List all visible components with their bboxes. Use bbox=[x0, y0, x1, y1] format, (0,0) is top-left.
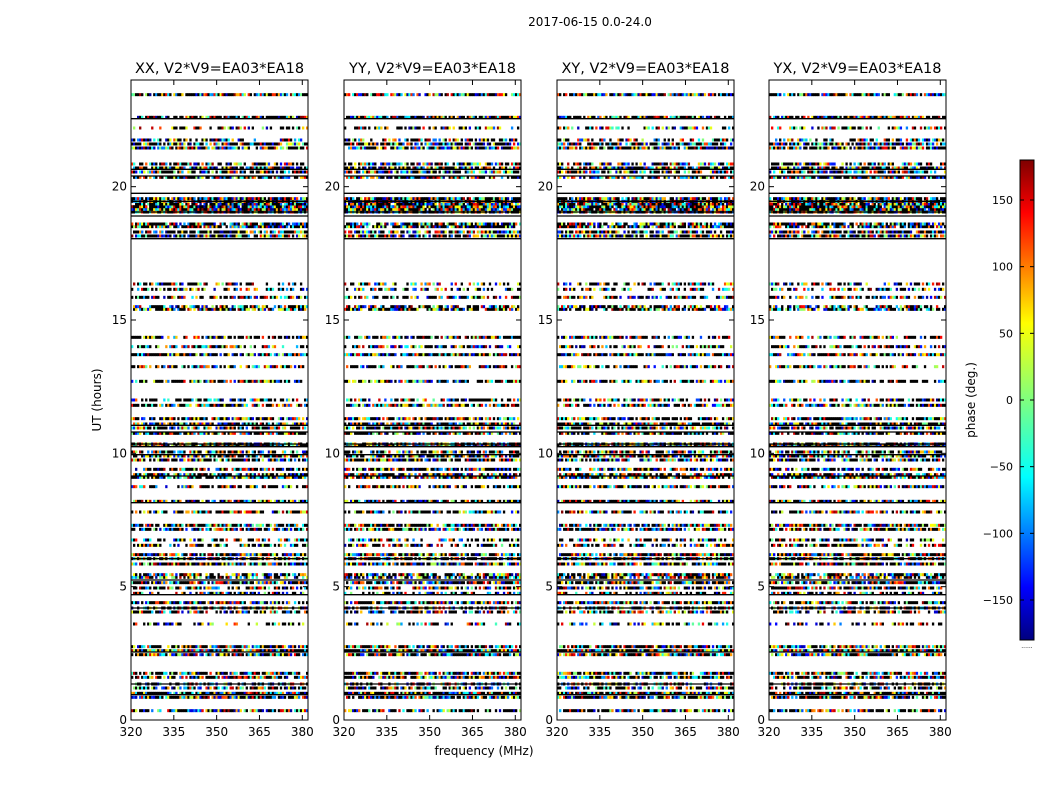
phase-band bbox=[557, 404, 734, 407]
panel-title: XX, V2*V9=EA03*EA18 bbox=[135, 61, 304, 77]
y-tick-label: 5 bbox=[119, 580, 127, 594]
y-tick-label: 10 bbox=[325, 446, 340, 460]
phase-band bbox=[346, 587, 521, 590]
phase-band bbox=[133, 231, 308, 234]
phase-band bbox=[771, 587, 942, 590]
phase-band bbox=[131, 581, 308, 584]
x-tick-label: 380 bbox=[717, 725, 740, 739]
phase-band bbox=[769, 205, 946, 208]
x-tick-label: 320 bbox=[120, 725, 143, 739]
x-tick-label: 365 bbox=[674, 725, 697, 739]
phase-band bbox=[769, 143, 946, 146]
phase-band bbox=[346, 581, 521, 584]
phase-band bbox=[344, 93, 521, 96]
phase-band bbox=[557, 676, 732, 679]
colorbar-tick-label: 100 bbox=[992, 261, 1013, 274]
colorbar-tick-label: 0 bbox=[1006, 394, 1013, 407]
phase-band bbox=[135, 468, 308, 471]
phase-band bbox=[346, 305, 519, 308]
y-tick-label: 15 bbox=[325, 313, 340, 327]
phase-band bbox=[131, 427, 306, 430]
phase-band bbox=[131, 205, 308, 208]
phase-band bbox=[557, 427, 734, 430]
phase-band bbox=[131, 653, 308, 656]
phase-band bbox=[769, 528, 946, 531]
y-tick-label: 10 bbox=[112, 446, 127, 460]
phase-band bbox=[559, 539, 734, 542]
phase-band bbox=[344, 676, 521, 679]
phase-band bbox=[348, 147, 519, 150]
phase-band bbox=[769, 223, 944, 226]
y-tick-label: 20 bbox=[750, 180, 765, 194]
phase-band bbox=[769, 231, 946, 234]
x-tick-label: 365 bbox=[248, 725, 271, 739]
phase-band bbox=[131, 563, 308, 566]
phase-band bbox=[344, 308, 519, 311]
phase-band bbox=[771, 511, 946, 514]
phase-band bbox=[769, 225, 946, 228]
y-tick-label: 20 bbox=[112, 180, 127, 194]
phase-band bbox=[557, 696, 734, 699]
phase-band bbox=[769, 459, 944, 462]
phase-band bbox=[769, 645, 946, 648]
phase-band bbox=[346, 696, 521, 699]
phase-band bbox=[131, 296, 308, 299]
phase-band bbox=[131, 171, 308, 174]
phase-band bbox=[131, 709, 308, 712]
x-tick-label: 365 bbox=[886, 725, 909, 739]
colorbar-tick-label: 150 bbox=[992, 194, 1013, 207]
phase-band bbox=[557, 353, 734, 356]
phase-band bbox=[133, 305, 308, 308]
y-tick-label: 0 bbox=[757, 713, 765, 727]
phase-band bbox=[557, 511, 732, 514]
phase-band bbox=[131, 676, 308, 679]
phase-band bbox=[557, 611, 734, 614]
phase-band bbox=[131, 524, 308, 527]
phase-band bbox=[557, 223, 734, 226]
x-tick-label: 320 bbox=[546, 725, 569, 739]
phase-band bbox=[131, 696, 308, 699]
y-tick-label: 5 bbox=[545, 580, 553, 594]
phase-band bbox=[557, 485, 734, 488]
phase-band bbox=[344, 672, 521, 675]
y-tick-label: 5 bbox=[332, 580, 340, 594]
phase-band bbox=[131, 197, 308, 200]
phase-band bbox=[131, 223, 308, 226]
y-tick-label: 20 bbox=[538, 180, 553, 194]
phase-band bbox=[557, 296, 734, 299]
phase-band bbox=[771, 288, 944, 291]
phase-band bbox=[557, 563, 734, 566]
phase-band bbox=[344, 524, 521, 527]
x-tick-label: 380 bbox=[929, 725, 952, 739]
phase-band bbox=[133, 308, 306, 311]
phase-band bbox=[344, 171, 519, 174]
phase-band bbox=[557, 544, 734, 547]
x-tick-label: 380 bbox=[504, 725, 527, 739]
phase-band bbox=[769, 147, 946, 150]
phase-band bbox=[557, 147, 734, 150]
phase-band bbox=[771, 345, 946, 348]
phase-band bbox=[131, 336, 308, 339]
phase-band bbox=[344, 427, 521, 430]
phase-band bbox=[771, 163, 946, 166]
x-tick-label: 335 bbox=[375, 725, 398, 739]
phase-band bbox=[557, 672, 734, 675]
phase-band bbox=[131, 225, 308, 228]
y-tick-label: 0 bbox=[545, 713, 553, 727]
phase-band bbox=[559, 645, 732, 648]
panel-4 bbox=[750, 61, 952, 739]
x-tick-label: 320 bbox=[333, 725, 356, 739]
phase-band bbox=[769, 353, 946, 356]
y-tick-label: 20 bbox=[325, 180, 340, 194]
phase-band bbox=[131, 235, 308, 238]
phase-band bbox=[557, 203, 734, 206]
phase-band bbox=[557, 225, 734, 228]
phase-band bbox=[344, 143, 521, 146]
x-tick-label: 350 bbox=[843, 725, 866, 739]
y-tick-label: 10 bbox=[538, 446, 553, 460]
y-axis-label: UT (hours) bbox=[90, 368, 104, 431]
panel-2 bbox=[325, 61, 527, 739]
phase-band bbox=[131, 147, 308, 150]
phase-band bbox=[771, 127, 946, 130]
phase-band bbox=[769, 208, 946, 211]
phase-band bbox=[131, 143, 308, 146]
phase-band bbox=[769, 427, 946, 430]
phase-band bbox=[346, 623, 521, 626]
panels bbox=[112, 61, 952, 739]
phase-band bbox=[344, 468, 521, 471]
phase-band bbox=[769, 524, 946, 527]
phase-band bbox=[771, 544, 946, 547]
y-tick-label: 0 bbox=[332, 713, 340, 727]
colorbar-label: phase (deg.) bbox=[964, 362, 978, 438]
phase-band bbox=[344, 203, 519, 206]
phase-band bbox=[559, 553, 734, 556]
x-tick-label: 380 bbox=[291, 725, 314, 739]
phase-band bbox=[346, 653, 521, 656]
panel-1 bbox=[112, 61, 314, 739]
phase-band bbox=[131, 208, 308, 211]
phase-band bbox=[344, 563, 521, 566]
phase-band bbox=[344, 417, 519, 420]
figure-suptitle: 2017-06-15 0.0-24.0 bbox=[528, 15, 652, 29]
phase-band bbox=[344, 197, 521, 200]
phase-band bbox=[557, 208, 734, 211]
phase-band bbox=[344, 573, 521, 576]
phase-band bbox=[769, 563, 946, 566]
colorbar-tick-label: −150 bbox=[983, 594, 1013, 607]
y-tick-label: 10 bbox=[750, 446, 765, 460]
colorbar-tick-label: 50 bbox=[999, 327, 1013, 340]
colorbar-tick-label: −50 bbox=[990, 461, 1013, 474]
phase-band bbox=[775, 139, 944, 142]
phase-band bbox=[133, 127, 308, 130]
phase-band bbox=[769, 203, 946, 206]
y-tick-label: 15 bbox=[750, 313, 765, 327]
phase-band bbox=[769, 305, 946, 308]
x-tick-label: 335 bbox=[588, 725, 611, 739]
phase-band bbox=[344, 553, 521, 556]
phase-band bbox=[773, 676, 946, 679]
phase-band bbox=[769, 451, 942, 454]
phase-band bbox=[769, 581, 946, 584]
x-tick-label: 365 bbox=[461, 725, 484, 739]
x-tick-label: 350 bbox=[205, 725, 228, 739]
phase-band bbox=[557, 205, 734, 208]
phase-band bbox=[771, 653, 946, 656]
phase-band bbox=[344, 459, 521, 462]
colorbar-tail: ...... bbox=[1021, 643, 1033, 650]
phase-band bbox=[771, 576, 944, 579]
panel-3 bbox=[538, 61, 740, 739]
phase-band bbox=[557, 687, 734, 690]
phase-band bbox=[769, 171, 946, 174]
phase-band bbox=[557, 581, 734, 584]
phase-band bbox=[769, 468, 946, 471]
phase-band bbox=[557, 235, 734, 238]
phase-band bbox=[344, 235, 521, 238]
phase-band bbox=[131, 645, 308, 648]
phase-band bbox=[344, 528, 521, 531]
panel-title: XY, V2*V9=EA03*EA18 bbox=[561, 61, 729, 77]
phase-band bbox=[344, 451, 519, 454]
x-tick-label: 335 bbox=[800, 725, 823, 739]
phase-band bbox=[344, 205, 521, 208]
phase-band bbox=[557, 417, 734, 420]
x-tick-label: 335 bbox=[162, 725, 185, 739]
y-tick-label: 5 bbox=[757, 580, 765, 594]
x-tick-label: 350 bbox=[418, 725, 441, 739]
phase-band bbox=[559, 709, 734, 712]
phase-band bbox=[557, 305, 734, 308]
phase-band bbox=[557, 576, 730, 579]
phase-band bbox=[131, 672, 308, 675]
phase-band bbox=[557, 231, 734, 234]
phase-band bbox=[133, 573, 306, 576]
phase-band bbox=[769, 197, 946, 200]
x-tick-label: 350 bbox=[631, 725, 654, 739]
phase-band bbox=[131, 539, 308, 542]
phase-band bbox=[344, 208, 521, 211]
y-tick-label: 15 bbox=[112, 313, 127, 327]
y-tick-label: 15 bbox=[538, 313, 553, 327]
colorbar-tick-label: −100 bbox=[983, 527, 1013, 540]
y-tick-label: 0 bbox=[119, 713, 127, 727]
phase-band bbox=[769, 553, 946, 556]
colorbar bbox=[964, 160, 1034, 650]
phase-band bbox=[344, 353, 521, 356]
phase-band bbox=[769, 235, 946, 238]
phase-band bbox=[557, 601, 734, 604]
phase-band bbox=[131, 93, 308, 96]
phase-band bbox=[133, 544, 308, 547]
panel-title: YY, V2*V9=EA03*EA18 bbox=[348, 61, 516, 77]
x-axis-label: frequency (MHz) bbox=[434, 744, 533, 758]
x-tick-label: 320 bbox=[758, 725, 781, 739]
phase-band bbox=[559, 365, 734, 368]
phase-band bbox=[131, 459, 308, 462]
phase-band bbox=[769, 687, 946, 690]
phase-band bbox=[557, 528, 734, 531]
phase-band bbox=[769, 296, 946, 299]
panel-title: YX, V2*V9=EA03*EA18 bbox=[772, 61, 941, 77]
phase-band bbox=[344, 601, 521, 604]
